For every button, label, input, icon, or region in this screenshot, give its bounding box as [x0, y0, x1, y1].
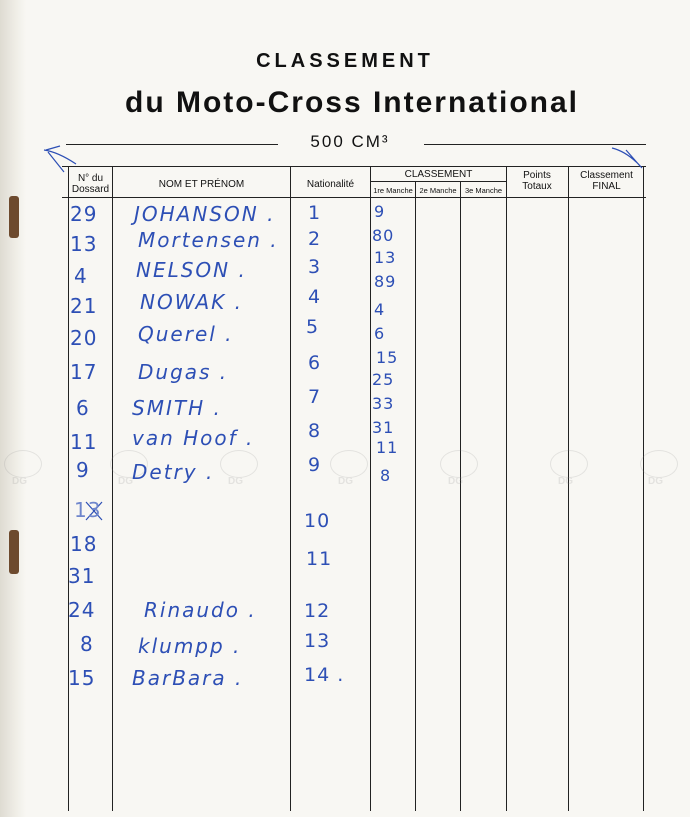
- classement-sub-rule: [370, 181, 506, 182]
- dossard-cell: 20: [70, 326, 98, 350]
- dossard-cell: 18: [70, 532, 98, 556]
- header-classement: CLASSEMENT: [404, 169, 473, 180]
- nationality-cell: 9: [308, 454, 322, 476]
- rider-name: Mortensen .: [138, 228, 279, 252]
- margin-mark-left: [40, 140, 80, 180]
- col-line-1: [112, 166, 113, 811]
- manche1-cell: 33: [372, 394, 395, 413]
- col-line-4: [415, 181, 416, 811]
- watermark-label: DG: [558, 476, 573, 487]
- dossard-cell: 6: [76, 396, 90, 420]
- manche1-cell: 31: [372, 418, 395, 437]
- nationality-cell: 12: [304, 600, 331, 622]
- staple-bottom: [9, 530, 19, 574]
- col-line-2: [290, 166, 291, 811]
- subtitle-rule-left: [66, 144, 278, 145]
- dossard-cell-struck: 13: [74, 498, 102, 522]
- rider-name: SMITH .: [132, 396, 222, 420]
- manche1-cell: 8: [380, 466, 392, 485]
- nationality-cell: 6: [308, 352, 322, 374]
- header-points: Points Totaux: [522, 170, 552, 192]
- staple-top: [9, 196, 19, 238]
- table-header-rule: [62, 197, 646, 198]
- dossard-cell: 24: [68, 598, 96, 622]
- dossard-cell: 29: [70, 202, 98, 226]
- header-nationalite: Nationalité: [306, 179, 355, 190]
- manche1-cell: 6: [374, 324, 386, 343]
- watermark-strip: [0, 450, 690, 488]
- manche1-cell: 15: [376, 348, 399, 367]
- manche1-cell: 13: [374, 248, 397, 267]
- header-manche-2: 2e Manche: [419, 186, 457, 195]
- nationality-cell: 3: [308, 256, 322, 278]
- watermark-label: DG: [12, 476, 27, 487]
- rider-name: BarBara .: [132, 666, 244, 690]
- manche1-cell: 25: [372, 370, 395, 389]
- col-line-0: [68, 166, 69, 811]
- rider-name: JOHANSON .: [134, 202, 276, 226]
- watermark-logo: [440, 450, 478, 478]
- watermark-label: DG: [338, 476, 353, 487]
- col-line-5: [460, 181, 461, 811]
- watermark-label: DG: [648, 476, 663, 487]
- dossard-cell: 17: [70, 360, 98, 384]
- manche1-cell: 89: [374, 272, 397, 291]
- nationality-cell: 13: [304, 630, 331, 652]
- rider-name: Dugas .: [138, 360, 229, 384]
- watermark-label: DG: [118, 476, 133, 487]
- header-manche-1: 1re Manche: [373, 186, 413, 195]
- watermark-label: DG: [448, 476, 463, 487]
- rider-name: klumpp .: [138, 634, 242, 658]
- watermark-logo: [550, 450, 588, 478]
- header-nom: NOM ET PRÉNOM: [158, 179, 245, 190]
- watermark-logo: [330, 450, 368, 478]
- col-line-6: [506, 166, 507, 811]
- nationality-cell: 7: [308, 386, 322, 408]
- dossard-cell: 15: [68, 666, 96, 690]
- rider-name: Querel .: [138, 322, 234, 346]
- dossard-cell: 9: [76, 458, 90, 482]
- nationality-cell: 5: [306, 316, 320, 338]
- manche1-cell: 80: [372, 226, 395, 245]
- watermark-logo: [220, 450, 258, 478]
- manche1-cell: 9: [374, 202, 386, 221]
- col-line-3: [370, 166, 371, 811]
- dossard-cell: 4: [74, 264, 88, 288]
- engine-class: 500 CM³: [310, 132, 390, 151]
- rider-name: NELSON .: [136, 258, 247, 282]
- nationality-cell: 8: [308, 420, 322, 442]
- document-title: du Moto-Cross International: [125, 86, 579, 119]
- table-top-rule: [62, 166, 646, 167]
- rider-name: Detry .: [132, 460, 215, 484]
- rider-name: van Hoof .: [132, 426, 255, 450]
- header-manche-3: 3e Manche: [464, 186, 503, 195]
- watermark-label: DG: [228, 476, 243, 487]
- dossard-cell: 31: [68, 564, 96, 588]
- binding-edge: [0, 0, 26, 817]
- nationality-cell: 1: [308, 202, 322, 224]
- nationality-cell: 4: [308, 286, 322, 308]
- rider-name: NOWAK .: [140, 290, 243, 314]
- manche1-cell: 11: [376, 438, 399, 457]
- watermark-logo: [4, 450, 42, 478]
- rider-name: Rinaudo .: [144, 598, 257, 622]
- watermark-logo: [640, 450, 678, 478]
- dossard-cell: 21: [70, 294, 98, 318]
- dossard-cell: 11: [70, 430, 98, 454]
- margin-mark-right: [606, 140, 646, 180]
- manche1-cell: 4: [374, 300, 386, 319]
- dossard-cell: 13: [70, 232, 98, 256]
- nationality-cell: 2: [308, 228, 322, 250]
- nationality-cell: 14 .: [304, 664, 345, 686]
- document-heading: CLASSEMENT: [256, 50, 434, 72]
- dossard-cell: 8: [80, 632, 94, 656]
- header-final: Classement FINAL: [580, 170, 633, 192]
- header-dossard: N° du Dossard: [71, 173, 110, 195]
- nationality-cell: 10: [304, 510, 331, 532]
- col-line-7: [568, 166, 569, 811]
- nationality-cell: 11: [306, 548, 333, 570]
- col-line-8: [643, 166, 644, 811]
